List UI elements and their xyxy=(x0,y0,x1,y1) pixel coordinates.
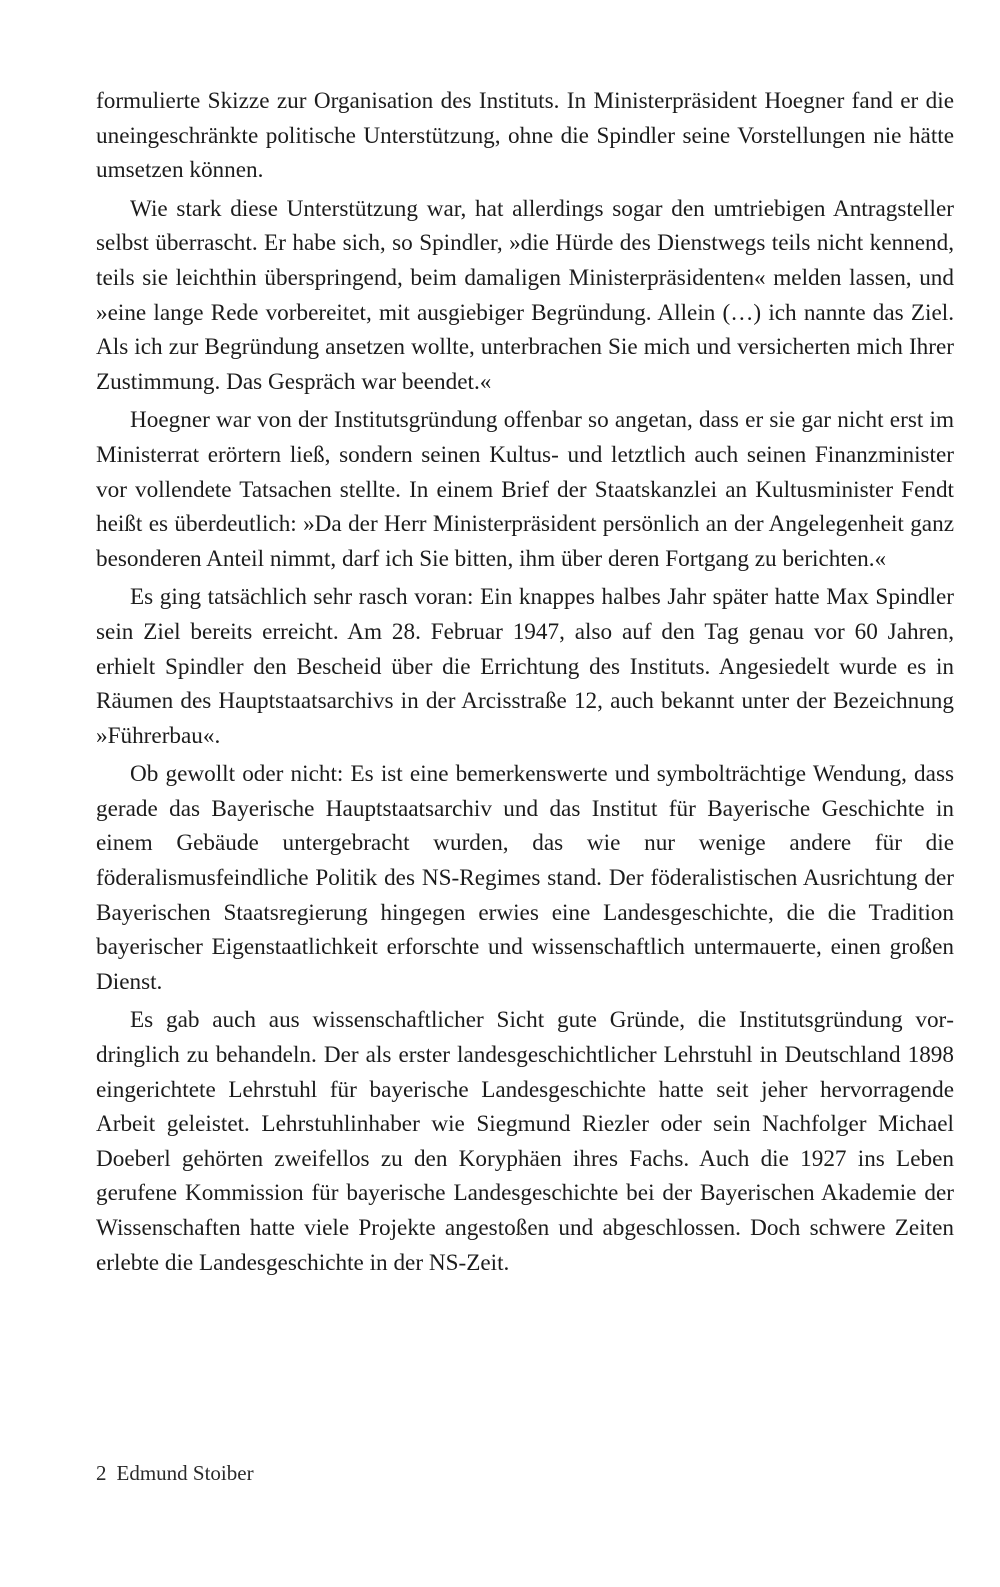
paragraph-continuation: formulierte Skizze zur Organisation des Instituts. In Ministerpräsident Hoegner fand er die uneingeschränkte politische Unterstützung, ohne die Spindler seine Vorstellungen nie hätte umsetzen können. xyxy=(96,88,954,184)
page-footer xyxy=(96,1460,254,1486)
page-number: 2 xyxy=(96,1461,107,1485)
paragraph: Ob gewollt oder nicht: Es ist eine bemerkenswerte und symbolträchtige Wendung, dass gerade das Bayerische Hauptstaatsarchiv und das Institut für Bayerische Geschichte in einem Gebäude untergebracht wurden, das wie nur wenige andere für die föderalismusfeindliche Politik des NS-Regimes stand. Der föderalistischen Ausrichtung der Bayerischen Staatsregierung hingegen erwies eine Landesgeschichte, die die Tradition bayerischer Eigenstaatlichkeit erforschte und wissenschaftlich untermauerte, einen großen Dienst. xyxy=(96,761,954,995)
paragraph: Es gab auch aus wissenschaftlicher Sicht gute Gründe, die Institutsgründung vordringlich zu behandeln. Der als erster landesgeschichtlicher Lehrstuhl in Deutschland 1898 eingerichtete Lehrstuhl für bayerische Landesgeschichte hatte seit jeher hervorragende Arbeit geleistet. Lehrstuhlinhaber wie Siegmund Riezler oder sein Nachfolger Michael Doeberl gehörten zweifellos zu den Koryphäen ihres Fachs. Auch die 1927 ins Leben gerufene Kommission für bayerische Landesgeschichte bei der Bayerischen Akademie der Wissenschaften hatte viele Projekte angestoßen und abgeschlossen. Doch schwere Zeiten erlebte die Landesgeschichte in der NS-Zeit. xyxy=(96,1007,954,1276)
paragraph: Hoegner war von der Institutsgründung offenbar so angetan, dass er sie gar nicht erst im Ministerrat erörtern ließ, sondern seinen Kultus- und letztlich auch seinen Finanzminister vor vollendete Tatsachen stellte. In einem Brief der Staatskanzlei an Kultusminister Fendt heißt es überdeutlich: »Da der Herr Ministerpräsident persönlich an der Angelegenheit ganz besonderen Anteil nimmt, darf ich Sie bitten, ihm über deren Fortgang zu berichten.« xyxy=(96,407,954,572)
running-head: Edmund Stoiber xyxy=(116,1461,254,1485)
paragraph: Es ging tatsächlich sehr rasch voran: Ein knappes halbes Jahr später hatte Max Spindler sein Ziel bereits erreicht. Am 28. Februar 1947, also auf den Tag genau vor 60 Jahren, erhielt Spindler den Bescheid über die Errichtung des Instituts. Angesiedelt wurde es in Räumen des Hauptstaatsarchivs in der Arcisstraße 12, auch bekannt unter der Bezeichnung »Führerbau«. xyxy=(96,584,954,749)
paragraph: Wie stark diese Unterstützung war, hat allerdings sogar den umtriebigen Antragsteller selbst überrascht. Er habe sich, so Spindler, »die Hürde des Dienstwegs teils nicht kennend, teils sie leichthin überspringend, beim damaligen Ministerpräsidenten« melden lassen, und »eine lange Rede vorbereitet, mit ausgiebiger Begründung. Allein (…) ich nannte das Ziel. Als ich zur Begründung ansetzen wollte, unterbrachen Sie mich und versicherten mich Ihrer Zustimmung. Das Gespräch war beendet.« xyxy=(96,195,954,395)
body-text xyxy=(96,84,954,1284)
